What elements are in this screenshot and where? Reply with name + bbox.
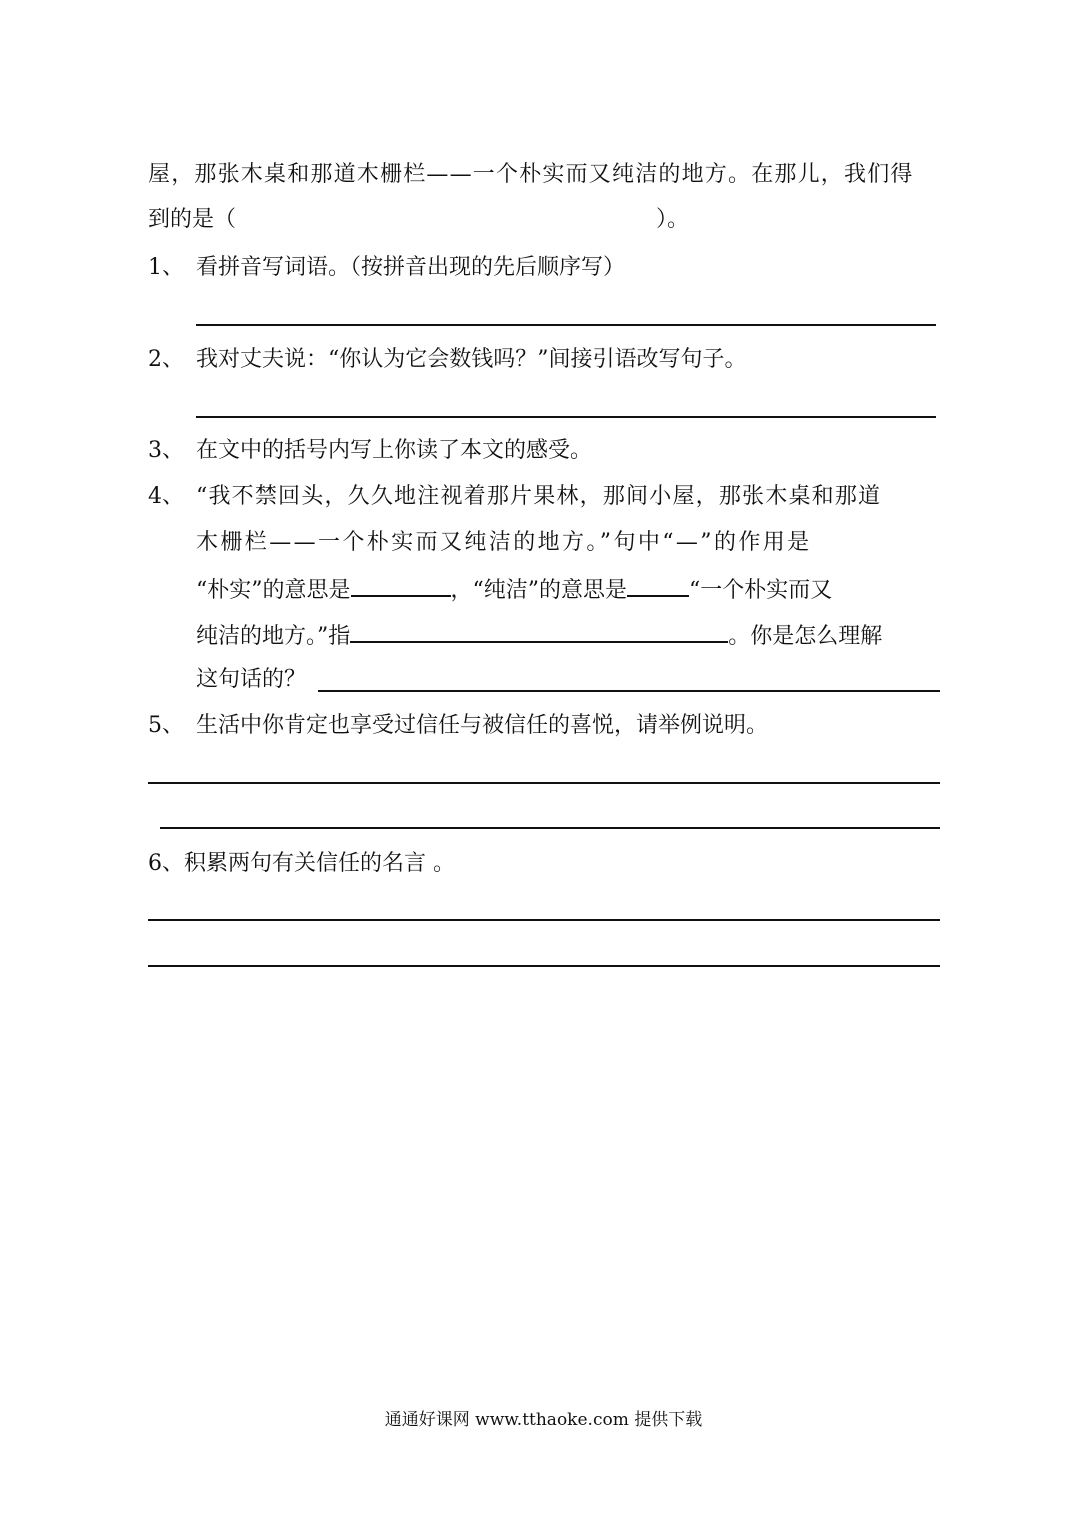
- passage-line-2: [148, 205, 689, 235]
- question-1-number: 1、: [148, 255, 184, 280]
- question-3-number: 3、: [148, 438, 184, 463]
- question-4-refers-label: 纯洁的地方。”指: [196, 624, 351, 649]
- refers-to-blank[interactable]: [350, 619, 728, 643]
- question-1-text: 看拼音写词语。（按拼音出现的先后顺序写）: [196, 255, 626, 280]
- question-4-puzhi-label: “朴实”的意思是: [196, 578, 351, 603]
- question-1-answer-line[interactable]: [196, 324, 936, 326]
- question-4-line-1: “我不禁回头，久久地注视着那片果林，那间小屋，那张木桌和那道: [196, 484, 882, 509]
- question-4-line-4-tail: 。你是怎么理解: [728, 624, 883, 649]
- question-5-number: 5、: [148, 713, 184, 738]
- question-4-number: 4、: [148, 484, 184, 509]
- question-4-understanding-line[interactable]: [318, 690, 940, 692]
- question-4-chunjie-label: ，“纯洁”的意思是: [450, 578, 627, 603]
- question-2-number: 2、: [148, 347, 184, 372]
- question-3-text: 在文中的括号内写上你读了本文的感受。: [196, 438, 593, 463]
- question-6-answer-line-1[interactable]: [148, 919, 940, 921]
- question-2-answer-line[interactable]: [196, 416, 936, 418]
- question-2-text: 我对丈夫说：“你认为它会数钱吗？”间接引语改写句子。: [196, 347, 747, 372]
- question-4-line-4: [196, 619, 882, 652]
- question-4-line-2: 木栅栏——一个朴实而又纯洁的地方。”句中“—”的作用是: [196, 530, 812, 555]
- passage-line-2-suffix: ）。: [656, 207, 690, 232]
- question-5-answer-line-2[interactable]: [160, 827, 940, 829]
- question-6-text: 6、积累两句有关信任的名言 。: [148, 851, 455, 876]
- question-4-line-3-tail: “一个朴实而又: [689, 578, 833, 603]
- question-4-line-3: [196, 573, 832, 606]
- question-5-answer-line-1[interactable]: [148, 782, 940, 784]
- question-5-text: 生活中你肯定也享受过信任与被信任的喜悦，请举例说明。: [196, 713, 769, 738]
- chunjie-meaning-blank[interactable]: [627, 573, 689, 597]
- puzhi-meaning-blank[interactable]: [351, 573, 451, 597]
- question-6-answer-line-2[interactable]: [148, 965, 940, 967]
- passage-line-1: 屋，那张木桌和那道木栅栏——一个朴实而又纯洁的地方。在那儿，我们得: [148, 162, 914, 187]
- footer-credit: 通通好课网 www.tthaoke.com 提供下载: [384, 1410, 703, 1430]
- question-4-line-5: 这句话的？: [196, 667, 307, 692]
- passage-line-2-prefix: 到的是（: [148, 207, 237, 232]
